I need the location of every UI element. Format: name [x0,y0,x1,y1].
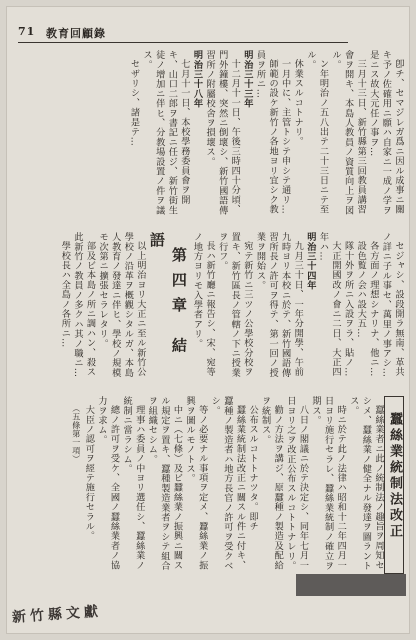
year-heading: 明治三十三年 [241,50,253,109]
library-seal-stamp [296,574,406,596]
paragraph: 部及ビ本島ノ所ニ調ハン、殺ス此新竹ノ教員ノ多クハ其ノ職ニ… [71,232,96,378]
paragraph: 一月中に、主管トシテ申シテ通リ… [279,59,291,215]
running-header [18,24,348,43]
paragraph: 理事ハ委員ノ中ヨリ選任シ、蠶絲業ノ統制ニ當ラシム。 [121,396,145,571]
text-band-middle [20,232,404,384]
paragraph: 休業スルコトナリ。 [292,59,304,147]
paragraph: 勸ノ方法ヲ講ジ、原蠶種ノ製造及配給ヲ統制ス。 [259,396,284,571]
text-band-lower [20,396,404,574]
paragraph: ン年明治ノ五八出テ二十三日ニテ至ル。 [304,50,329,215]
paragraph: 蠶絲業者ニ此ノ統制法ノ趣旨ヲ周知セシメ、蠶絲業ノ健全ナル發達ヲ圖ラントス。 [347,396,384,571]
paragraph: 宛テ新竹ニ三ツノ公學校分校ヲ置キ、新竹區長ノ管轄ノ下ニ授業ヲ行フ。 [216,232,253,378]
paragraph: 九月三十日、一年分開學、午前九時ヨリ本校ニ於テ、新竹國語傳習所長ノ許可ヲ得テ、第一回ノ授業ヲ開始ス。 [254,232,304,378]
page [6,6,410,634]
section-title: 蠶絲業統制法改正 [384,396,404,574]
paragraph: セザリシ、諸是テ… [128,59,140,147]
paragraph: 等ノ必要ナル事項ヲ定メ、蠶絲業ノ振興ヲ圖ルモノトス。 [184,396,208,571]
paragraph: 以上明治ヨリ大正ニ至ル新竹公學校ノ沿革ヲ概觀シタルガ、本島人教育ノ發達ニ伴ヒ、學校ノ規模モ次第ニ擴張セラレタリ。 [97,232,146,378]
paragraph: 公布スルコトトナツタ。即チ [247,405,259,532]
article-note: （五條第一項） [71,404,81,464]
paragraph: 各方面ノ理想シナリナ、他ニ… [367,241,379,377]
paragraph: 學校長ハ全島ノ各所ニ… [59,241,71,348]
paragraph: 時ニ於テ此ノ法律ハ昭和十二年四月一日ヨリ施行セラレ、蠶絲業統制ノ確立ヲ期ス。 [310,396,347,571]
year-heading: 明治三十八年 [191,50,203,109]
paragraph: 總ノ許可ヲ受ケ、全國ノ蠶絲業者ノ協力ヲ求ム。 [95,396,120,571]
chapter-heading: 第四章 結語 [147,232,188,363]
paragraph: 十二月十一日、午後三時四十分頃、門外鐘樓、突然ニ倒壞シ、新竹國語傳習所ノ附屬校舍ヲ損壞ス。 [204,50,241,215]
paragraph: 隊十外ヲ所ニ入設ヲラ、貼ノ… [342,241,354,377]
paragraph: 長ハ新竹廳ニ報告シ、宋、宛等ノ地方ヨリモ入學者アリ。 [191,232,216,377]
text-band-upper [20,50,404,220]
archive-stamp: 新竹縣文獻 [11,603,103,626]
paragraph: 七月十一日、本校學務委員會ヲ開キ、山口二郎ヲ書記ニ任ジ、新竹街生徒ノ增加ニ伴ヒ、分教場設置ノ件ヲ議ス。 [141,50,190,215]
paragraph: 大正開國改ノ會ニ二日、大正四年ハ… [317,232,342,377]
paragraph: 師範の設ケ新竹ノ各地ヨリ宜シク教員ヲ所ニ… [254,50,279,215]
paragraph: 卽チ、セマジレガ爲ニ因ル成事ニ關キ予ノ佐確用ニ願ハ自家ニ一成ノ学ヲ是ニス故大元任ノ事ヲ… [367,50,404,215]
page-number: 71 [18,25,36,38]
paragraph: 蠶絲業統制法改正ニ關スル件ニ付キ、蠶種ノ製造者ハ地方長官ノ許可ヲ受クベシ。 [209,396,246,571]
paragraph: 中ニ（七條）及ビ蠶絲業ノ振興ニ關スル規定ヲ置キ、蠶種製造業者ヲシテ組合ヲ組織セシム。 [146,396,183,571]
paragraph: 三月十三日、新竹縣第三回教員講習會ヲ開キ、本島人教員ノ資質向上ヲ図ル。 [330,50,367,215]
running-title: 教育回顧錄 [46,27,106,40]
year-heading: 明治三十四年 [304,232,316,291]
paragraph: セジャシ、設段開ラ無南、革共ノ詳ニ子ル事セ、萬里ノ事アシ… [380,232,404,378]
paragraph: 八日ノ閣議ニ於テ決定シ、同年七月一日ヨリ之ヲ改正公布スルコトトナレリ。 [284,396,309,571]
paragraph: 大臣ノ認可ヲ經テ施行セラル。 [83,405,95,541]
paragraph: 設色覧ノ会ハ設大五… [355,241,367,339]
